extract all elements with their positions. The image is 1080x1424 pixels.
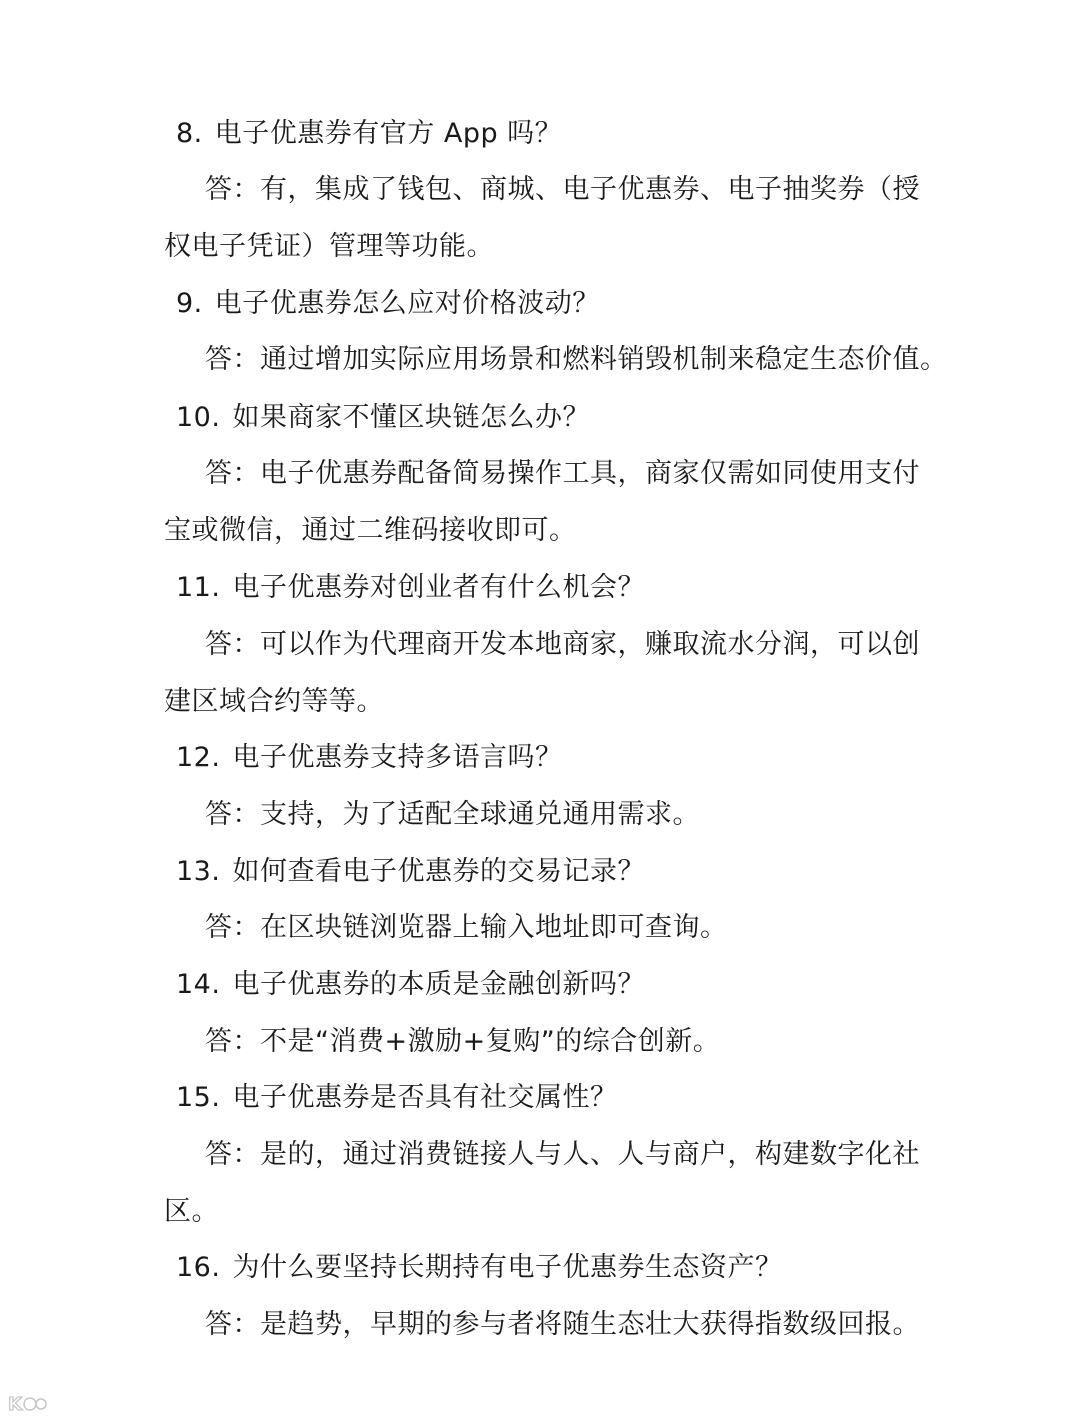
answer-8-line-2: 权电子凭证）管理等功能。 — [164, 231, 494, 262]
answer-11-line-2: 建区域合约等等。 — [164, 686, 384, 717]
question-text: 电子优惠券对创业者有什么机会？ — [232, 572, 645, 603]
question-number: 12. — [176, 742, 221, 773]
answer-11-line-1: 答：可以作为代理商开发本地商家，赚取流水分润，可以创 — [205, 629, 920, 660]
question-text: 电子优惠券有官方 App 吗？ — [214, 118, 563, 149]
question-text: 如果商家不懂区块链怎么办？ — [232, 402, 590, 433]
answer-8-line-1: 答：有，集成了钱包、商城、电子优惠券、电子抽奖券（授 — [205, 174, 920, 205]
question-13 — [176, 852, 645, 892]
answer-14-line-1: 答：不是“消费+激励+复购”的综合创新。 — [205, 1026, 721, 1057]
question-text: 电子优惠券是否具有社交属性？ — [232, 1082, 618, 1113]
question-14 — [176, 965, 645, 1005]
answer-10-line-1: 答：电子优惠券配备简易操作工具，商家仅需如同使用支付 — [205, 458, 920, 489]
answer-10-line-2: 宝或微信，通过二维码接收即可。 — [164, 515, 577, 546]
question-11 — [176, 568, 645, 608]
answer-9-line-1: 答：通过增加实际应用场景和燃料销毁机制来稳定生态价值。 — [205, 344, 948, 375]
question-number: 14. — [176, 969, 221, 1000]
answer-15-line-1: 答：是的，通过消费链接人与人、人与商户，构建数字化社 — [205, 1139, 920, 1170]
question-16 — [176, 1248, 782, 1288]
svg-text:K: K — [8, 1394, 22, 1415]
question-15 — [176, 1078, 617, 1118]
question-number: 16. — [176, 1252, 221, 1283]
answer-15-line-2: 区。 — [164, 1196, 219, 1227]
question-number: 8. — [176, 118, 203, 149]
question-number: 15. — [176, 1082, 221, 1113]
question-9 — [176, 284, 600, 324]
watermark — [8, 1388, 132, 1418]
question-number: 13. — [176, 856, 221, 887]
ko-logo-icon — [8, 1390, 48, 1416]
question-text: 为什么要坚持长期持有电子优惠券生态资产？ — [232, 1252, 783, 1283]
answer-12-line-1: 答：支持，为了适配全球通兑通用需求。 — [205, 799, 700, 830]
question-text: 电子优惠券的本质是金融创新吗？ — [232, 969, 645, 1000]
question-text: 如何查看电子优惠券的交易记录？ — [232, 856, 645, 887]
answer-16-line-1: 答：是趋势，早期的参与者将随生态壮大获得指数级回报。 — [205, 1309, 920, 1340]
question-text: 电子优惠券支持多语言吗？ — [232, 742, 563, 773]
question-number: 9. — [176, 288, 203, 319]
question-text: 电子优惠券怎么应对价格波动？ — [214, 288, 600, 319]
question-12 — [176, 738, 562, 778]
watermark-text: 大数跨境 — [52, 1392, 132, 1417]
question-number: 11. — [176, 572, 221, 603]
answer-13-line-1: 答：在区块链浏览器上输入地址即可查询。 — [205, 912, 728, 943]
question-10 — [176, 398, 590, 438]
question-number: 10. — [176, 402, 221, 433]
question-8 — [176, 114, 562, 154]
